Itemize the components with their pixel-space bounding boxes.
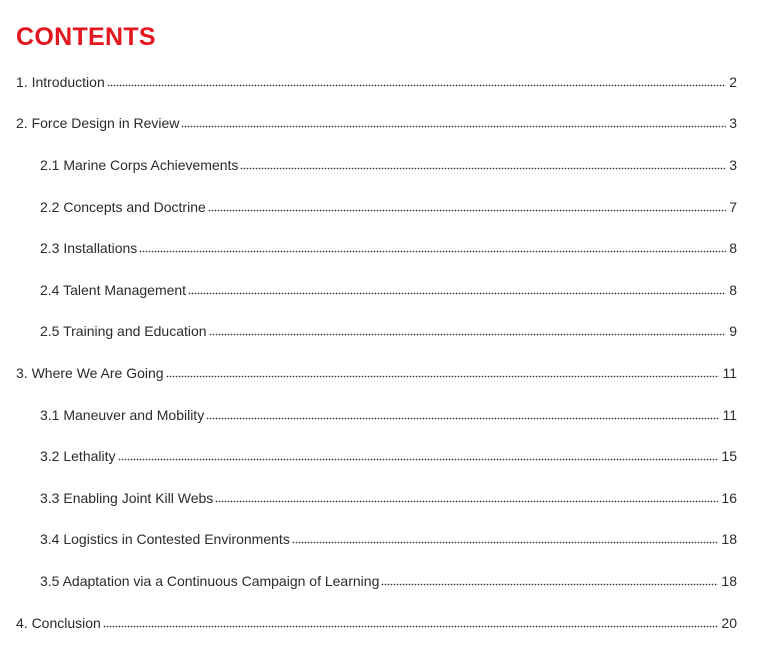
dot-leader <box>166 364 720 378</box>
dot-leader <box>209 322 727 336</box>
toc-entry-page-number: 18 <box>721 531 737 547</box>
toc-entry-lethality[interactable] <box>40 446 737 466</box>
toc-entry-page-number: 2 <box>729 74 737 90</box>
toc-entry-page-number: 3 <box>729 157 737 173</box>
toc-entry-maneuver-and-mobility[interactable] <box>40 405 737 425</box>
toc-entry-where-we-are-going[interactable] <box>16 363 737 383</box>
toc-entry-marine-corps-achievements[interactable] <box>40 155 737 175</box>
toc-entry-page-number: 7 <box>729 199 737 215</box>
toc-entry-label: 2.3 Installations <box>40 240 138 256</box>
toc-entry-label: 2.2 Concepts and Doctrine <box>40 199 206 215</box>
dot-leader <box>206 406 719 420</box>
toc-entry-installations[interactable] <box>40 238 737 258</box>
toc-entry-label: 2.4 Talent Management <box>40 282 187 298</box>
dot-leader <box>208 198 726 212</box>
toc-entry-page-number: 8 <box>729 282 737 298</box>
toc-entry-page-number: 3 <box>729 115 737 131</box>
dot-leader <box>240 156 726 170</box>
toc-entry-page-number: 18 <box>721 573 737 589</box>
toc-entry-force-design-in-review[interactable] <box>16 113 737 133</box>
toc-entry-talent-management[interactable] <box>40 280 737 300</box>
toc-entry-page-number: 16 <box>721 490 737 506</box>
toc-entry-logistics-in-contested-environments[interactable] <box>40 529 737 549</box>
toc-entry-label: 3.3 Enabling Joint Kill Webs <box>40 490 214 506</box>
toc-entry-label: 2. Force Design in Review <box>16 115 180 131</box>
dot-leader <box>215 489 718 503</box>
dot-leader <box>381 572 718 586</box>
toc-entry-page-number: 8 <box>729 240 737 256</box>
toc-entry-page-number: 11 <box>722 365 737 381</box>
dot-leader <box>103 614 719 628</box>
toc-entry-label: 3.4 Logistics in Contested Environments <box>40 531 290 547</box>
toc-entry-label: 1. Introduction <box>16 74 105 90</box>
toc-entry-label: 3.5 Adaptation via a Continuous Campaign of Learning <box>40 573 380 589</box>
toc-entry-adaptation-campaign-of-learning[interactable] <box>40 571 737 591</box>
dot-leader <box>107 73 726 87</box>
toc-entry-page-number: 15 <box>721 448 737 464</box>
toc-entry-page-number: 20 <box>721 615 737 631</box>
toc-entry-enabling-joint-kill-webs[interactable] <box>40 488 737 508</box>
dot-leader <box>181 114 726 128</box>
toc-entry-page-number: 11 <box>722 407 737 423</box>
dot-leader <box>188 281 726 295</box>
toc-entry-label: 3.1 Maneuver and Mobility <box>40 407 205 423</box>
toc-entry-concepts-and-doctrine[interactable] <box>40 197 737 217</box>
toc-entry-label: 2.1 Marine Corps Achievements <box>40 157 239 173</box>
toc-entry-conclusion[interactable] <box>16 613 737 633</box>
toc-entry-label: 3. Where We Are Going <box>16 365 164 381</box>
page-title: CONTENTS <box>16 23 156 51</box>
toc-entry-label: 4. Conclusion <box>16 615 101 631</box>
toc-entry-label: 2.5 Training and Education <box>40 323 207 339</box>
toc-entry-training-and-education[interactable] <box>40 321 737 341</box>
dot-leader <box>292 530 719 544</box>
toc-entry-page-number: 9 <box>729 323 737 339</box>
toc-entry-introduction[interactable] <box>16 72 737 92</box>
dot-leader <box>118 447 719 461</box>
toc-entry-label: 3.2 Lethality <box>40 448 116 464</box>
dot-leader <box>139 239 726 253</box>
